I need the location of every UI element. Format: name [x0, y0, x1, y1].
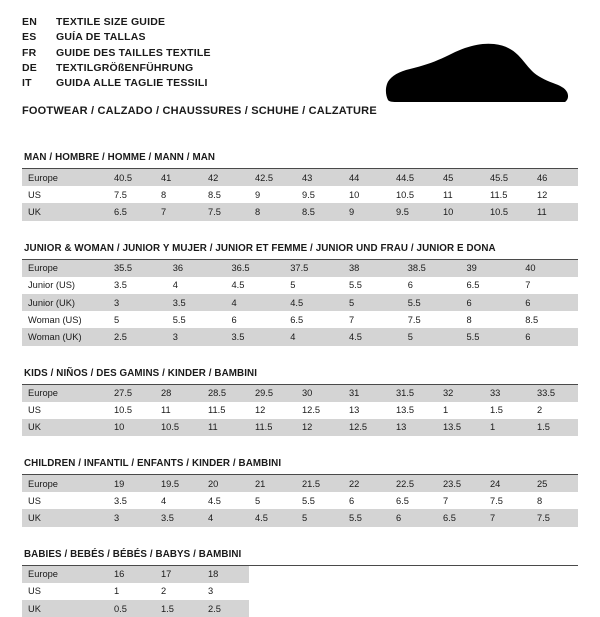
cell-empty — [484, 583, 531, 600]
language-code: DE — [22, 62, 37, 75]
cell: 11 — [155, 402, 202, 419]
cell: 8.5 — [519, 311, 578, 328]
table-row — [22, 277, 578, 294]
row-label: US — [22, 402, 108, 419]
table-row — [22, 328, 578, 345]
cell: 6.5 — [390, 492, 437, 509]
cell-empty — [296, 583, 343, 600]
cell: 42 — [202, 169, 249, 186]
cell: 10.5 — [108, 402, 155, 419]
cell: 7.5 — [108, 186, 155, 203]
cell: 5.5 — [343, 277, 402, 294]
size-table-man — [22, 169, 578, 221]
cell: 1.5 — [531, 419, 578, 436]
cell: 28.5 — [202, 385, 249, 402]
table-row — [22, 583, 578, 600]
size-table-babies — [22, 566, 578, 617]
cell: 19 — [108, 475, 155, 492]
cell: 22.5 — [390, 475, 437, 492]
cell: 4 — [284, 328, 343, 345]
section-title: JUNIOR & WOMAN / JUNIOR Y MUJER / JUNIOR ET FEMME / JUNIOR UND FRAU / JUNIOR E DONA — [22, 243, 578, 260]
cell: 38 — [343, 260, 402, 277]
language-title: TEXTILE SIZE GUIDE — [56, 16, 166, 28]
cell: 3.5 — [108, 492, 155, 509]
cell: 27.5 — [108, 385, 155, 402]
section-title: BABIES / BEBÉS / BÉBÉS / BABYS / BAMBINI — [22, 549, 578, 566]
row-label: UK — [22, 509, 108, 526]
cell: 25 — [531, 475, 578, 492]
cell: 5.5 — [402, 294, 461, 311]
cell: 8.5 — [202, 186, 249, 203]
row-label: US — [22, 583, 108, 600]
cell: 31 — [343, 385, 390, 402]
cell: 6 — [226, 311, 285, 328]
cell: 3 — [202, 583, 249, 600]
cell: 3 — [167, 328, 226, 345]
cell-empty — [343, 600, 390, 617]
cell: 10.5 — [484, 203, 531, 220]
cell: 1 — [437, 402, 484, 419]
language-row — [22, 31, 211, 46]
cell: 7.5 — [402, 311, 461, 328]
cell: 9.5 — [296, 186, 343, 203]
cell: 4.5 — [249, 509, 296, 526]
table-row — [22, 402, 578, 419]
table-row — [22, 186, 578, 203]
cell: 5.5 — [296, 492, 343, 509]
table-row — [22, 169, 578, 186]
language-row — [22, 77, 211, 92]
cell-empty — [390, 566, 437, 583]
cell-empty — [437, 600, 484, 617]
cell: 3.5 — [108, 277, 167, 294]
cell: 21.5 — [296, 475, 343, 492]
cell: 12.5 — [296, 402, 343, 419]
cell: 3.5 — [167, 294, 226, 311]
cell: 5 — [108, 311, 167, 328]
cell-empty — [249, 600, 296, 617]
cell: 40 — [519, 260, 578, 277]
cell: 11 — [202, 419, 249, 436]
cell-empty — [296, 566, 343, 583]
cell-empty — [531, 566, 578, 583]
cell: 29.5 — [249, 385, 296, 402]
row-label: UK — [22, 203, 108, 220]
language-title: GUÍA DE TALLAS — [56, 31, 146, 44]
cell: 7.5 — [484, 492, 531, 509]
language-code: ES — [22, 31, 37, 44]
cell: 45 — [437, 169, 484, 186]
section-children — [22, 458, 578, 527]
cell: 2.5 — [202, 600, 249, 617]
cell: 11.5 — [249, 419, 296, 436]
cell: 1.5 — [155, 600, 202, 617]
cell: 5.5 — [343, 509, 390, 526]
cell-empty — [343, 583, 390, 600]
row-label: US — [22, 186, 108, 203]
cell: 44.5 — [390, 169, 437, 186]
cell: 10 — [437, 203, 484, 220]
row-label: Europe — [22, 385, 108, 402]
cell: 0.5 — [108, 600, 155, 617]
cell-empty — [249, 583, 296, 600]
cell: 4.5 — [226, 277, 285, 294]
language-title-list — [22, 16, 211, 93]
cell: 23.5 — [437, 475, 484, 492]
cell: 28 — [155, 385, 202, 402]
cell: 6 — [461, 294, 520, 311]
cell: 1.5 — [484, 402, 531, 419]
cell: 7 — [343, 311, 402, 328]
language-row — [22, 47, 211, 62]
cell: 2.5 — [108, 328, 167, 345]
cell: 13.5 — [437, 419, 484, 436]
cell: 6.5 — [437, 509, 484, 526]
cell: 6.5 — [461, 277, 520, 294]
cell: 13 — [390, 419, 437, 436]
cell: 6.5 — [284, 311, 343, 328]
cell: 36 — [167, 260, 226, 277]
cell: 43 — [296, 169, 343, 186]
cell: 7.5 — [202, 203, 249, 220]
cell-empty — [249, 566, 296, 583]
cell: 11 — [531, 203, 578, 220]
cell: 41 — [155, 169, 202, 186]
section-babies — [22, 549, 578, 617]
cell-empty — [531, 600, 578, 617]
cell: 40.5 — [108, 169, 155, 186]
language-code: IT — [22, 77, 32, 90]
cell: 5 — [284, 277, 343, 294]
table-row — [22, 419, 578, 436]
cell: 3 — [108, 294, 167, 311]
row-label: UK — [22, 419, 108, 436]
section-man — [22, 152, 578, 221]
cell: 3.5 — [226, 328, 285, 345]
section-title: KIDS / NIÑOS / DES GAMINS / KINDER / BAMBINI — [22, 368, 578, 385]
language-title: GUIDA ALLE TAGLIE TESSILI — [56, 77, 208, 90]
cell: 4.5 — [202, 492, 249, 509]
category-heading: FOOTWEAR / CALZADO / CHAUSSURES / SCHUHE / CALZATURE — [22, 104, 377, 117]
cell: 31.5 — [390, 385, 437, 402]
cell: 11.5 — [484, 186, 531, 203]
cell: 45.5 — [484, 169, 531, 186]
cell: 36.5 — [226, 260, 285, 277]
row-label: Europe — [22, 169, 108, 186]
cell-empty — [437, 583, 484, 600]
cell: 6 — [519, 294, 578, 311]
cell: 20 — [202, 475, 249, 492]
cell: 5 — [249, 492, 296, 509]
cell: 9.5 — [390, 203, 437, 220]
row-label: Junior (US) — [22, 277, 108, 294]
row-label: Woman (UK) — [22, 328, 108, 345]
cell: 10.5 — [155, 419, 202, 436]
page-header — [22, 16, 578, 116]
cell: 30 — [296, 385, 343, 402]
cell: 13.5 — [390, 402, 437, 419]
cell: 8 — [531, 492, 578, 509]
cell: 3 — [108, 509, 155, 526]
dress-shoe-icon — [382, 40, 572, 114]
language-title: GUIDE DES TAILLES TEXTILE — [56, 46, 211, 59]
table-row — [22, 566, 578, 583]
cell: 21 — [249, 475, 296, 492]
cell: 12 — [249, 402, 296, 419]
cell: 33 — [484, 385, 531, 402]
cell: 7 — [484, 509, 531, 526]
cell: 6 — [343, 492, 390, 509]
cell: 8 — [249, 203, 296, 220]
cell: 7 — [155, 203, 202, 220]
size-table-kids — [22, 385, 578, 437]
cell: 9 — [343, 203, 390, 220]
language-title: TEXTILGRÖßENFÜHRUNG — [56, 62, 194, 75]
cell: 4.5 — [284, 294, 343, 311]
language-row — [22, 16, 211, 31]
cell: 4.5 — [343, 328, 402, 345]
row-label: Europe — [22, 260, 108, 277]
size-table-children — [22, 475, 578, 527]
cell-empty — [390, 600, 437, 617]
cell: 10.5 — [390, 186, 437, 203]
cell: 5.5 — [461, 328, 520, 345]
cell: 24 — [484, 475, 531, 492]
size-table-junior-woman — [22, 260, 578, 346]
cell: 32 — [437, 385, 484, 402]
cell: 38.5 — [402, 260, 461, 277]
cell: 1 — [484, 419, 531, 436]
cell: 19.5 — [155, 475, 202, 492]
cell: 3.5 — [155, 509, 202, 526]
table-row — [22, 509, 578, 526]
cell: 17 — [155, 566, 202, 583]
cell-empty — [390, 583, 437, 600]
cell: 1 — [108, 583, 155, 600]
table-row — [22, 600, 578, 617]
table-row — [22, 385, 578, 402]
section-title: MAN / HOMBRE / HOMME / MANN / MAN — [22, 152, 578, 169]
cell: 4 — [226, 294, 285, 311]
cell-empty — [531, 583, 578, 600]
cell: 44 — [343, 169, 390, 186]
cell: 7 — [519, 277, 578, 294]
cell: 13 — [343, 402, 390, 419]
cell: 37.5 — [284, 260, 343, 277]
cell-empty — [437, 566, 484, 583]
cell: 12 — [531, 186, 578, 203]
cell: 10 — [343, 186, 390, 203]
section-title: CHILDREN / INFANTIL / ENFANTS / KINDER / BAMBINI — [22, 458, 578, 475]
cell: 8 — [461, 311, 520, 328]
cell: 12.5 — [343, 419, 390, 436]
section-kids — [22, 368, 578, 437]
cell: 5 — [402, 328, 461, 345]
cell: 16 — [108, 566, 155, 583]
cell-empty — [484, 566, 531, 583]
cell: 4 — [155, 492, 202, 509]
cell: 6.5 — [108, 203, 155, 220]
cell: 9 — [249, 186, 296, 203]
cell: 35.5 — [108, 260, 167, 277]
table-row — [22, 492, 578, 509]
row-label: Europe — [22, 566, 108, 583]
row-label: Junior (UK) — [22, 294, 108, 311]
cell: 4 — [202, 509, 249, 526]
cell-empty — [484, 600, 531, 617]
row-label: UK — [22, 600, 108, 617]
cell: 12 — [296, 419, 343, 436]
section-junior-woman — [22, 243, 578, 346]
cell: 2 — [531, 402, 578, 419]
language-row — [22, 62, 211, 77]
table-row — [22, 203, 578, 220]
language-code: FR — [22, 46, 37, 59]
cell: 5 — [296, 509, 343, 526]
language-code: EN — [22, 16, 37, 28]
cell: 5.5 — [167, 311, 226, 328]
cell: 39 — [461, 260, 520, 277]
row-label: US — [22, 492, 108, 509]
cell: 18 — [202, 566, 249, 583]
cell-empty — [296, 600, 343, 617]
table-row — [22, 475, 578, 492]
cell: 8.5 — [296, 203, 343, 220]
cell: 11 — [437, 186, 484, 203]
cell: 8 — [155, 186, 202, 203]
cell: 7 — [437, 492, 484, 509]
row-label: Europe — [22, 475, 108, 492]
cell: 6 — [390, 509, 437, 526]
cell: 6 — [519, 328, 578, 345]
cell: 6 — [402, 277, 461, 294]
table-row — [22, 311, 578, 328]
cell: 42.5 — [249, 169, 296, 186]
cell: 11.5 — [202, 402, 249, 419]
cell: 10 — [108, 419, 155, 436]
cell: 5 — [343, 294, 402, 311]
cell: 7.5 — [531, 509, 578, 526]
table-row — [22, 260, 578, 277]
table-row — [22, 294, 578, 311]
cell-empty — [343, 566, 390, 583]
cell: 46 — [531, 169, 578, 186]
cell: 2 — [155, 583, 202, 600]
cell: 4 — [167, 277, 226, 294]
cell: 33.5 — [531, 385, 578, 402]
cell: 22 — [343, 475, 390, 492]
row-label: Woman (US) — [22, 311, 108, 328]
